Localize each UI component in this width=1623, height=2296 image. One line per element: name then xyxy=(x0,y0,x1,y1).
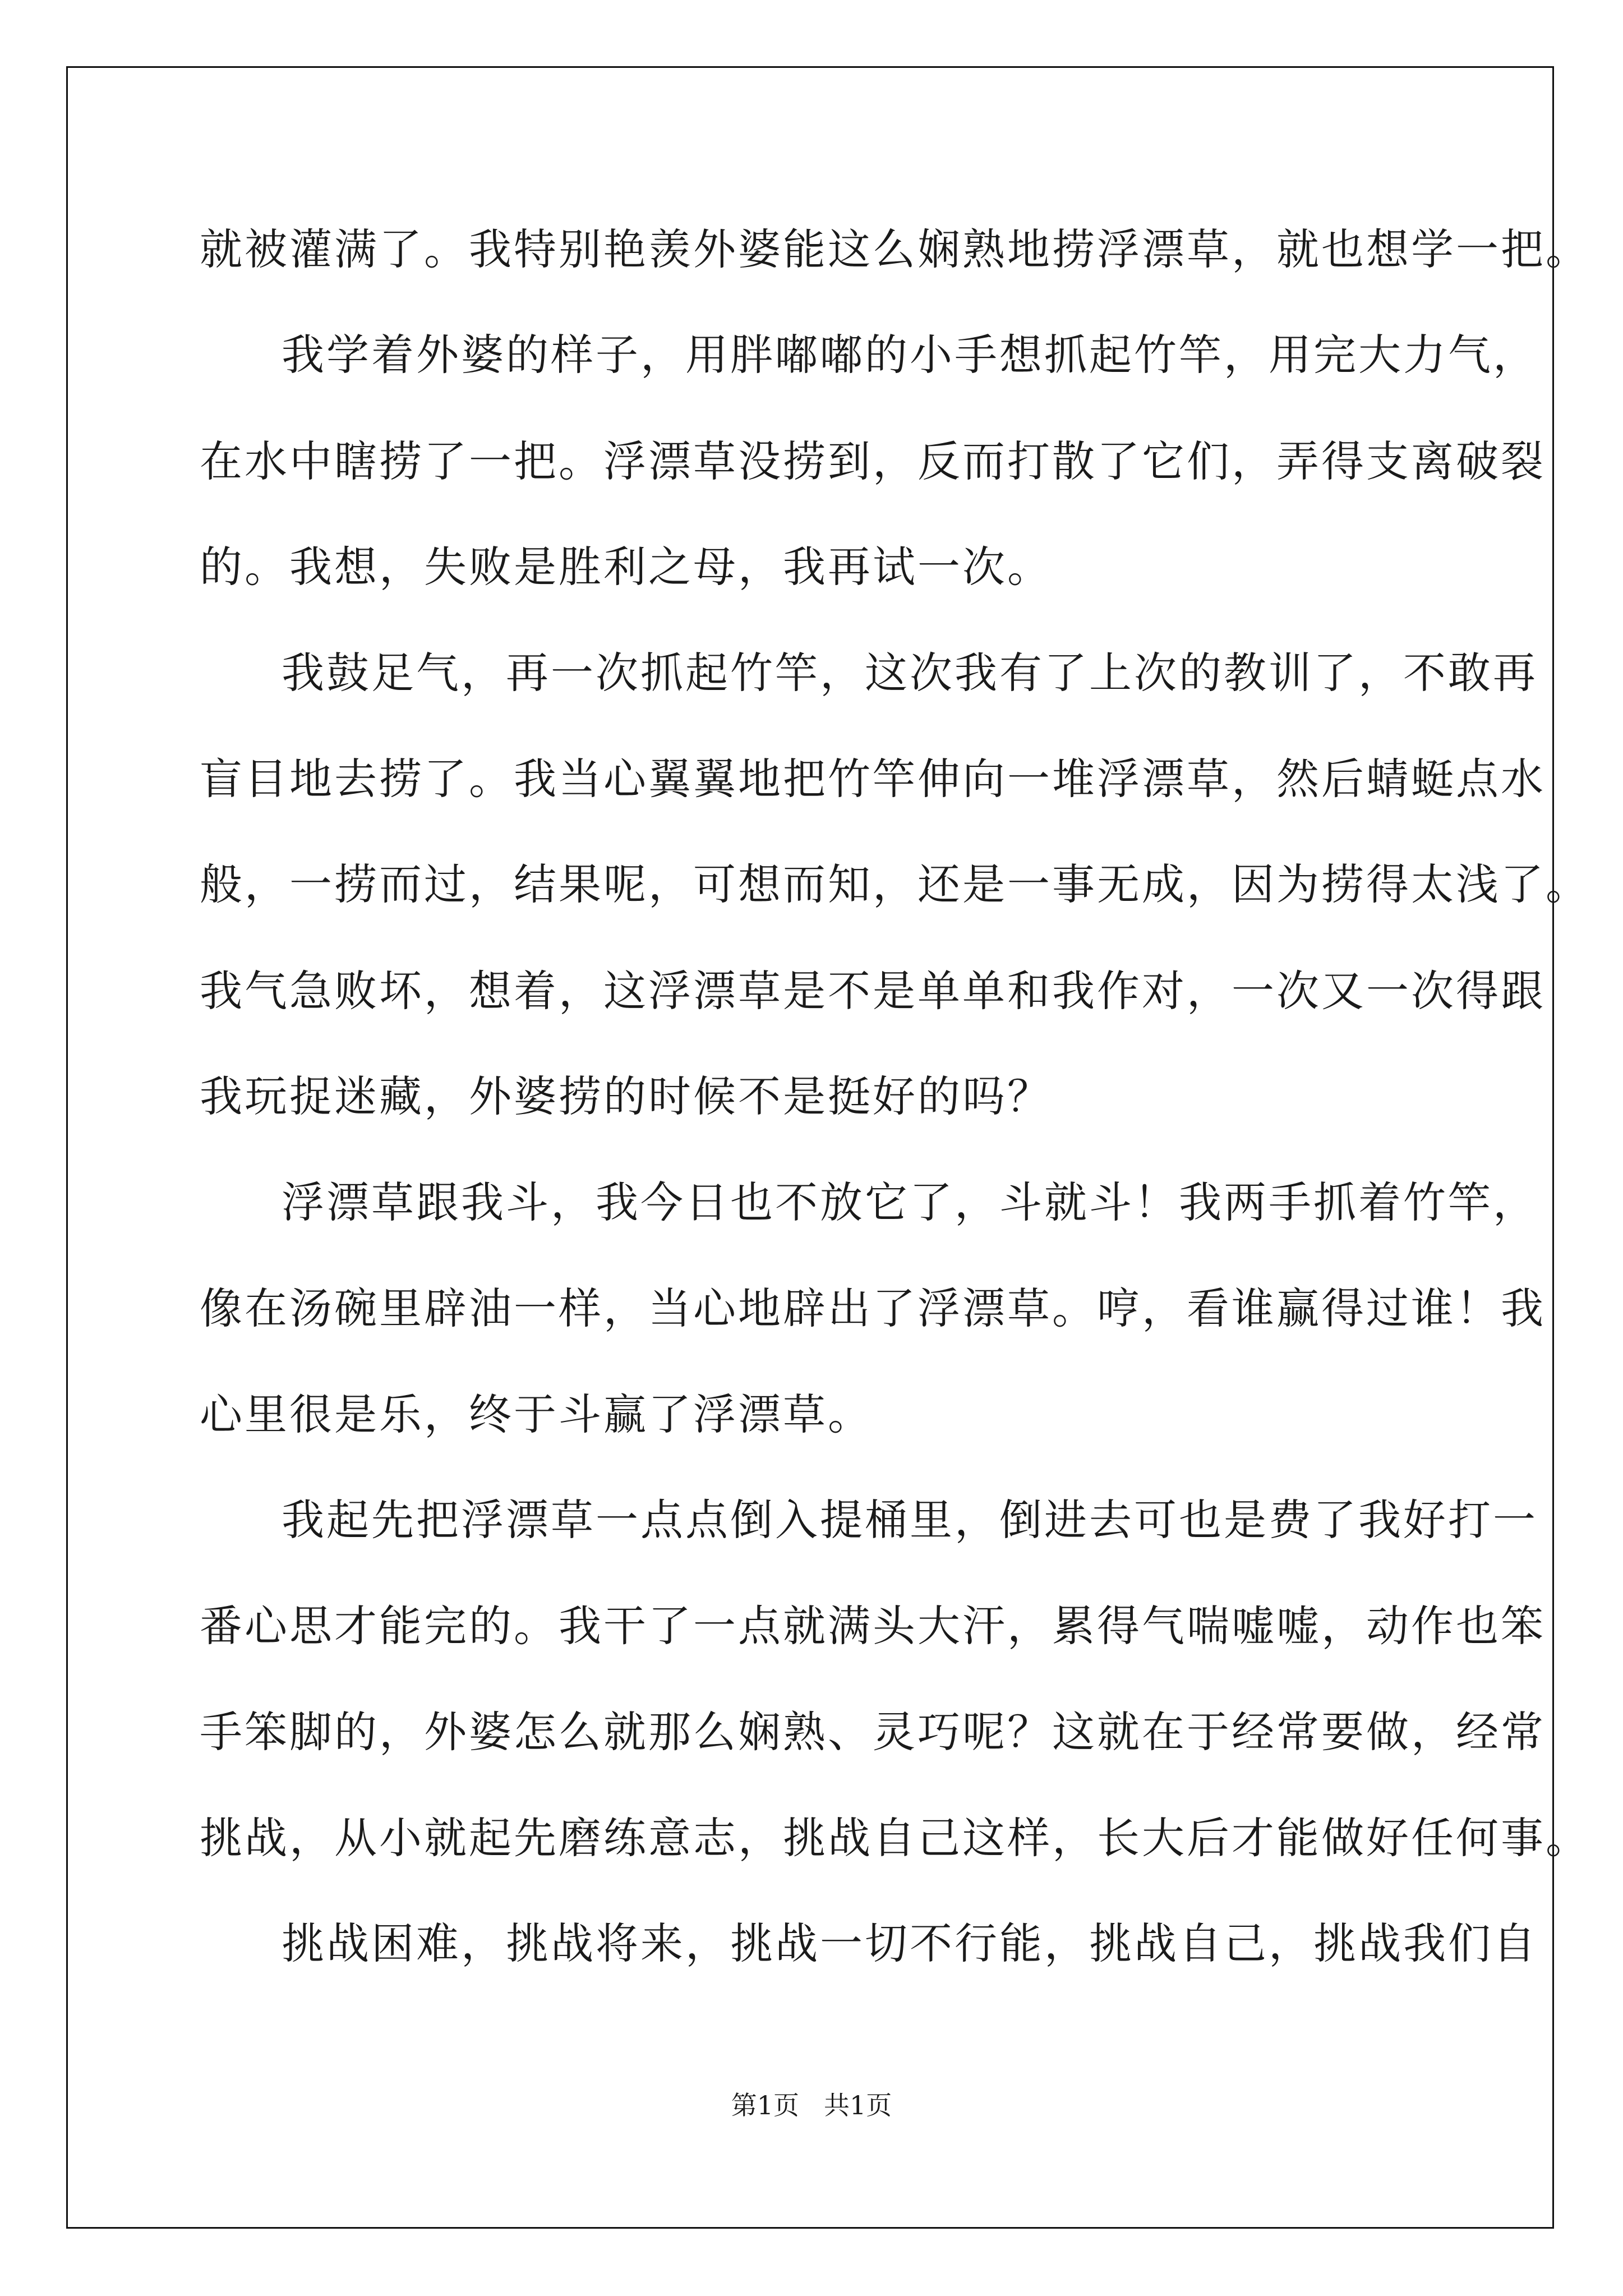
text-line-9: 我玩捉迷藏，外婆捞的时候不是挺好的吗？ xyxy=(200,1071,1052,1121)
paragraph-start-line-10: 浮漂草跟我斗，我今日也不放它了，斗就斗！我两手抓着竹竿， xyxy=(282,1177,1538,1227)
paragraph-start-line-2: 我学着外婆的样子，用胖嘟嘟的小手想抓起竹竿，用完大力气， xyxy=(282,330,1538,380)
page-number-total: 共1页 xyxy=(824,2090,892,2120)
text-line-6: 盲目地去捞了。我当心翼翼地把竹竿伸向一堆浮漂草，然后蜻蜓点水 xyxy=(200,754,1546,804)
page-border xyxy=(66,66,1590,2229)
paragraph-start-line-5: 我鼓足气，再一次抓起竹竿，这次我有了上次的教训了，不敢再 xyxy=(282,648,1538,698)
text-line-4: 的。我想，失败是胜利之母，我再试一次。 xyxy=(200,542,1052,592)
text-line-16: 挑战，从小就起先磨练意志，挑战自己这样，长大后才能做好任何事。 xyxy=(200,1813,1590,1863)
text-line-8: 我气急败坏，想着，这浮漂草是不是单单和我作对，一次又一次得跟 xyxy=(200,966,1546,1016)
paragraph-start-line-17: 挑战困难，挑战将来，挑战一切不行能，挑战自己，挑战我们自 xyxy=(282,1918,1538,1968)
text-line-15: 手笨脚的，外婆怎么就那么娴熟、灵巧呢？这就在于经常要做，经常 xyxy=(200,1707,1546,1757)
page-number-current: 第1页 xyxy=(731,2090,799,2120)
text-line-1: 就被灌满了。我特别艳羡外婆能这么娴熟地捞浮漂草，就也想学一把。 xyxy=(200,224,1590,274)
text-line-3: 在水中瞎捞了一把。浮漂草没捞到，反而打散了它们，弄得支离破裂 xyxy=(200,436,1546,486)
paragraph-start-line-13: 我起先把浮漂草一点点倒入提桶里，倒进去可也是费了我好打一 xyxy=(282,1495,1538,1545)
text-line-7: 般，一捞而过，结果呢，可想而知，还是一事无成，因为捞得太浅了。 xyxy=(200,859,1590,909)
page-footer xyxy=(0,2086,1623,2125)
text-line-12: 心里很是乐，终于斗赢了浮漂草。 xyxy=(200,1389,873,1439)
text-line-11: 像在汤碗里辟油一样，当心地辟出了浮漂草。哼，看谁赢得过谁！我 xyxy=(200,1283,1546,1333)
text-line-14: 番心思才能完的。我干了一点就满头大汗，累得气喘嘘嘘，动作也笨 xyxy=(200,1601,1546,1651)
